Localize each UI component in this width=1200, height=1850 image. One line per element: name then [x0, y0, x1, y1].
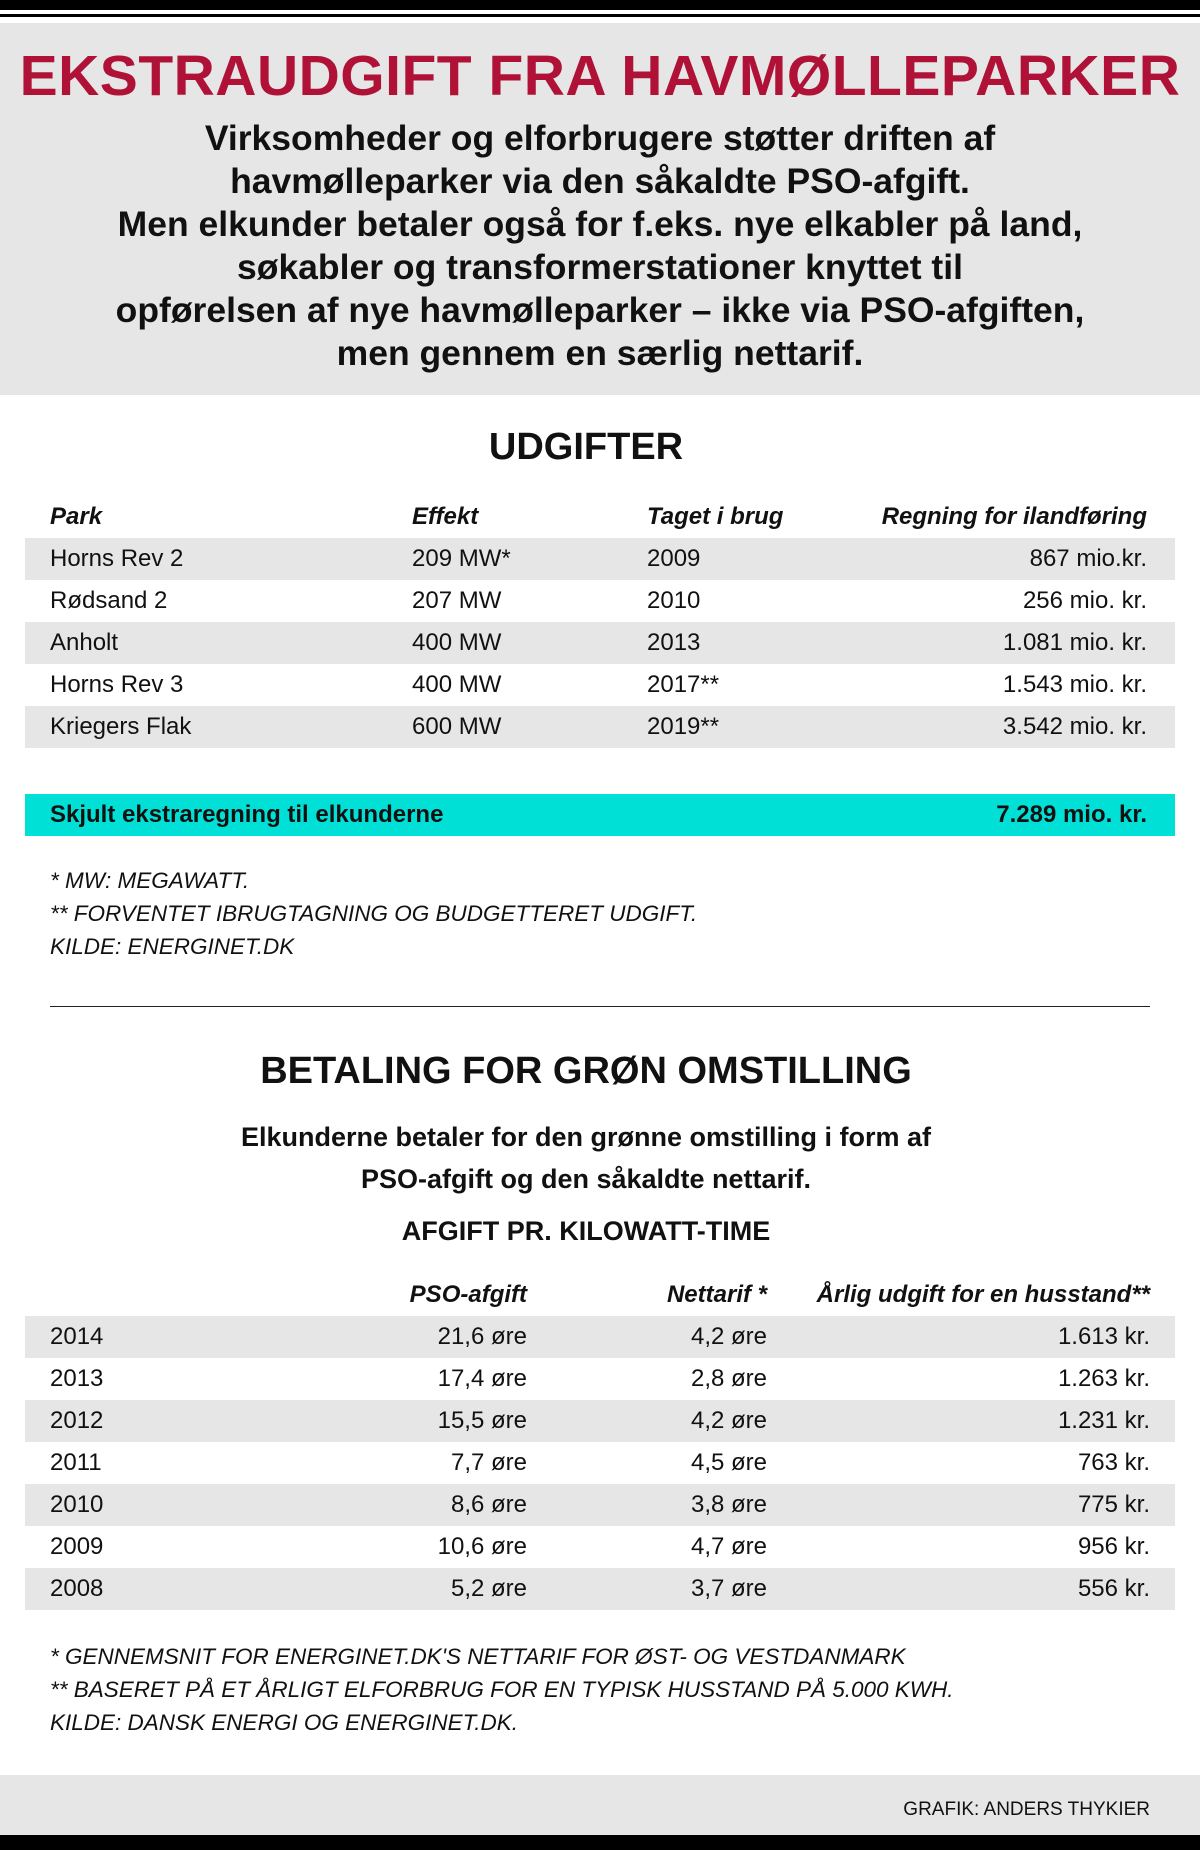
cell-park: Rødsand 2	[50, 587, 168, 614]
cell-regning: 1.543 mio. kr.	[1002, 671, 1147, 698]
note-line: ** FORVENTET IBRUGTAGNING OG BUDGETTERET UDGIFT.	[50, 901, 698, 926]
table-header-row	[25, 1274, 1175, 1316]
cell-year: 2012	[50, 1407, 104, 1434]
cell-taget: 2013	[647, 629, 701, 656]
table-row	[25, 706, 1175, 748]
cell-park: Kriegers Flak	[50, 713, 192, 740]
table-row	[25, 664, 1175, 706]
total-row	[25, 794, 1175, 836]
cell-effekt: 400 MW	[412, 671, 502, 698]
cell-taget: 2010	[647, 587, 701, 614]
cell-aarlig: 775 kr.	[1077, 1491, 1150, 1518]
cell-nettarif: 3,7 øre	[690, 1575, 767, 1602]
table-row	[25, 1442, 1175, 1484]
col-header-park: Park	[50, 503, 103, 530]
cell-taget: 2009	[647, 545, 701, 572]
table-row	[25, 1400, 1175, 1442]
total-value: 7.289 mio. kr.	[996, 801, 1147, 828]
afgift-subheading: AFGIFT PR. KILOWATT-TIME	[401, 1216, 771, 1246]
table-row	[25, 1526, 1175, 1568]
cell-pso: 15,5 øre	[437, 1407, 527, 1434]
cell-effekt: 600 MW	[412, 713, 502, 740]
cell-year: 2014	[50, 1323, 104, 1350]
col-header-pso: PSO-afgift	[409, 1281, 527, 1308]
cell-pso: 8,6 øre	[450, 1491, 527, 1518]
cell-aarlig: 556 kr.	[1077, 1575, 1150, 1602]
cell-pso: 21,6 øre	[437, 1323, 527, 1350]
cell-park: Horns Rev 2	[50, 545, 184, 572]
note-line: KILDE: ENERGINET.DK	[50, 934, 295, 959]
col-header-taget: Taget i brug	[647, 503, 784, 530]
total-row-inner	[25, 794, 1175, 836]
betaling-title: BETALING FOR GRØN OMSTILLING	[260, 1050, 912, 1092]
cell-pso: 10,6 øre	[437, 1533, 527, 1560]
top-rule	[0, 14, 1200, 17]
cell-pso: 17,4 øre	[437, 1365, 527, 1392]
header-panel	[0, 23, 1200, 395]
cell-aarlig: 763 kr.	[1077, 1449, 1150, 1476]
lead-text	[20, 117, 1180, 375]
table-row	[25, 622, 1175, 664]
cell-nettarif: 3,8 øre	[690, 1491, 767, 1518]
cell-aarlig: 1.231 kr.	[1057, 1407, 1150, 1434]
cell-year: 2013	[50, 1365, 104, 1392]
cell-taget: 2019**	[647, 713, 720, 740]
col-header-aarlig: Årlig udgift for en husstand**	[816, 1281, 1150, 1308]
lead-line: opførelsen af nye havmølleparker – ikke via PSO-afgiften,	[115, 290, 1085, 330]
lead-line: havmølleparker via den såkaldte PSO-afgift.	[230, 161, 970, 201]
cell-aarlig: 1.263 kr.	[1057, 1365, 1150, 1392]
udgifter-table-body	[25, 538, 1175, 748]
udgifter-title: UDGIFTER	[488, 426, 684, 468]
col-header-regning: Regning for ilandføring	[881, 503, 1147, 530]
lead-line: Virksomheder og elforbrugere støtter driften af	[204, 118, 996, 158]
note-line: * GENNEMSNIT FOR ENERGINET.DK'S NETTARIF FOR ØST- OG VESTDANMARK	[50, 1644, 906, 1669]
table-row	[25, 1316, 1175, 1358]
note-line: * MW: MEGAWATT.	[50, 868, 250, 893]
bottom-border	[0, 1835, 1200, 1850]
cell-aarlig: 956 kr.	[1077, 1533, 1150, 1560]
table-header-row	[25, 496, 1175, 538]
cell-pso: 7,7 øre	[450, 1449, 527, 1476]
cell-effekt: 400 MW	[412, 629, 502, 656]
cell-park: Anholt	[50, 629, 119, 656]
note-line: KILDE: DANSK ENERGI OG ENERGINET.DK.	[50, 1710, 519, 1735]
betaling-table	[25, 1274, 1175, 1610]
page-title: EKSTRAUDGIFT FRA HAVMØLLEPARKER	[19, 44, 1181, 108]
cell-year: 2010	[50, 1491, 104, 1518]
cell-park: Horns Rev 3	[50, 671, 184, 698]
cell-regning: 256 mio. kr.	[1022, 587, 1147, 614]
cell-regning: 1.081 mio. kr.	[1002, 629, 1147, 656]
cell-regning: 3.542 mio. kr.	[1002, 713, 1147, 740]
graphic-credit: GRAFIK: ANDERS THYKIER	[903, 1799, 1150, 1820]
cell-regning: 867 mio.kr.	[1029, 545, 1147, 572]
table-row	[25, 1568, 1175, 1610]
col-header-effekt: Effekt	[412, 503, 479, 530]
udgifter-notes	[50, 864, 697, 963]
cell-taget: 2017**	[647, 671, 720, 698]
cell-pso: 5,2 øre	[450, 1575, 527, 1602]
lead-line: Men elkunder betaler også for f.eks. nye elkabler på land,	[117, 204, 1083, 244]
table-row	[25, 1358, 1175, 1400]
betaling-table-body	[25, 1316, 1175, 1610]
note-line: ** BASERET PÅ ET ÅRLIGT ELFORBRUG FOR EN TYPISK HUSSTAND PÅ 5.000 KWH.	[50, 1677, 954, 1702]
cell-nettarif: 4,2 øre	[690, 1407, 767, 1434]
cell-effekt: 209 MW*	[412, 545, 511, 572]
total-label: Skjult ekstraregning til elkunderne	[50, 801, 444, 828]
udgifter-table	[25, 496, 1175, 748]
lead-line: men gennem en særlig nettarif.	[336, 333, 864, 373]
cell-nettarif: 4,7 øre	[690, 1533, 767, 1560]
cell-effekt: 207 MW	[412, 587, 502, 614]
cell-nettarif: 2,8 øre	[690, 1365, 767, 1392]
cell-year: 2008	[50, 1575, 104, 1602]
cell-nettarif: 4,5 øre	[690, 1449, 767, 1476]
cell-year: 2009	[50, 1533, 104, 1560]
table-row	[25, 1484, 1175, 1526]
cell-aarlig: 1.613 kr.	[1057, 1323, 1150, 1350]
cell-nettarif: 4,2 øre	[690, 1323, 767, 1350]
footer-bar	[0, 1775, 1200, 1835]
table-row	[25, 580, 1175, 622]
top-border	[0, 0, 1200, 10]
table-row	[25, 538, 1175, 580]
subtitle-line: PSO-afgift og den såkaldte nettarif.	[360, 1164, 812, 1194]
subtitle-line: Elkunderne betaler for den grønne omstilling i form af	[240, 1122, 932, 1152]
betaling-notes	[50, 1640, 954, 1739]
col-header-nettarif: Nettarif *	[666, 1281, 767, 1308]
lead-line: søkabler og transformerstationer knyttet til	[237, 247, 963, 287]
section-divider	[50, 1006, 1150, 1007]
cell-year: 2011	[50, 1449, 102, 1476]
betaling-subtitle	[0, 1116, 1172, 1200]
